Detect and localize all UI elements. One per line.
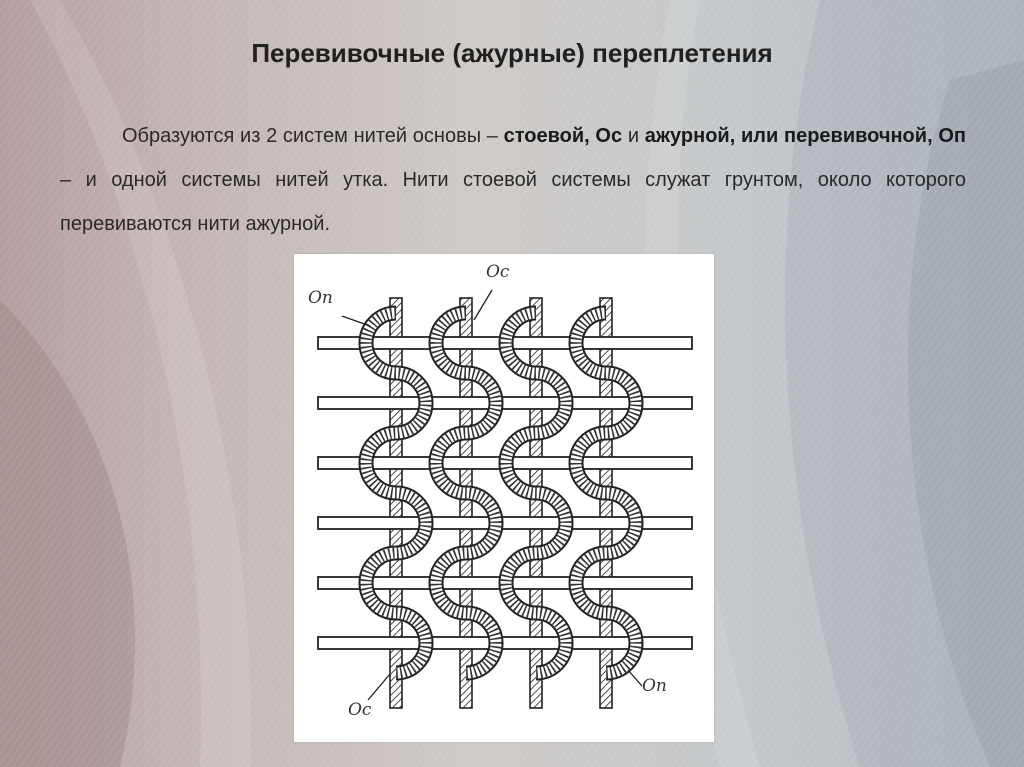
para-part: и — [622, 125, 645, 147]
label-os-top: Ос — [486, 262, 510, 282]
leader-line — [628, 670, 642, 686]
weft-overlap — [598, 638, 614, 648]
weft-overlap — [528, 578, 544, 588]
weave-svg — [294, 254, 714, 742]
weft-overlap — [388, 338, 404, 348]
label-op-top: Оп — [308, 288, 333, 308]
description-paragraph — [60, 114, 966, 246]
para-part: Образуются из 2 систем нитей основы – — [122, 125, 504, 147]
para-bold-part: стоевой, Ос — [503, 125, 623, 147]
weft-overlap — [458, 398, 474, 408]
leno-weave-diagram — [294, 254, 714, 742]
leader-line — [474, 290, 492, 320]
weft-overlap — [458, 638, 474, 648]
para-bold-part: ажурной, или перевивочной, Оп — [644, 125, 966, 147]
weft-overlap — [388, 458, 404, 468]
leader-line — [368, 674, 390, 700]
weft-overlap — [598, 398, 614, 408]
weft-overlap — [458, 518, 474, 528]
slide-title: Перевивочные (ажурные) переплетения — [251, 38, 773, 68]
weft-overlap — [528, 338, 544, 348]
label-os-bottom: Ос — [348, 700, 372, 720]
para-part: – и одной системы нитей утка. Нити стоевой системы служат грунтом, около которого перевиваются нити ажурной. — [60, 169, 966, 235]
weft-overlap — [598, 518, 614, 528]
weft-overlap — [528, 458, 544, 468]
label-op-bottom: Оп — [642, 676, 667, 696]
weft-overlap — [388, 578, 404, 588]
